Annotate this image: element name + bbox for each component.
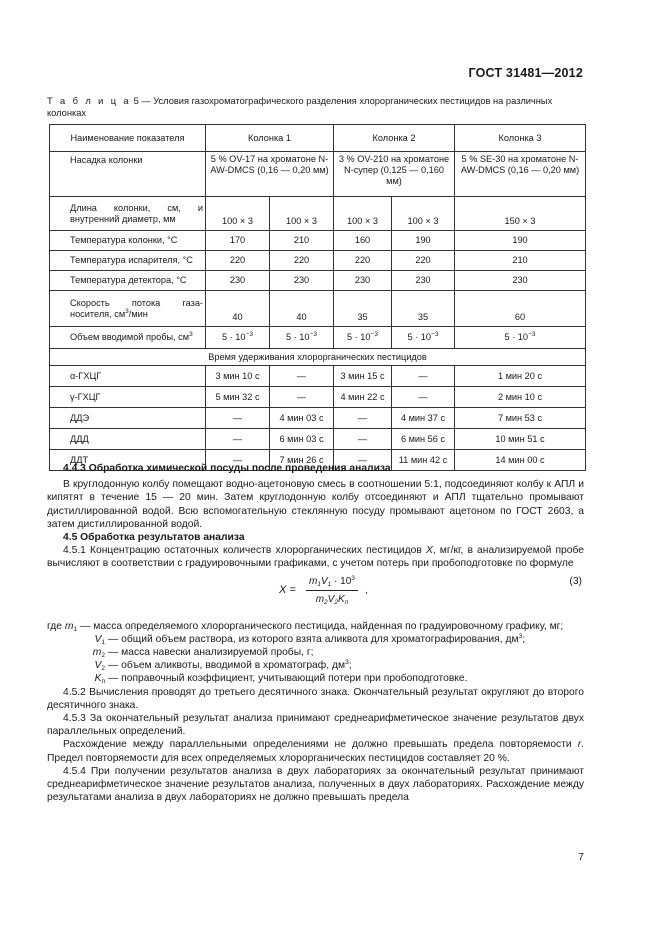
s451-var: X: [425, 545, 433, 557]
table-cell: 230: [392, 271, 455, 291]
volume-exp: −3: [370, 331, 378, 338]
volume-label: Объем вводимой пробы, см: [70, 332, 190, 342]
section-443-text: В круглодонную колбу помещают водно-ацетоновую смесь в соотношении 5:1, подсоединяют колбу к АПЛ и кипятят в течение 15 — 20 мин. Затем круглодонную колбу отсоединяют и АПЛ тщательно промывают дистиллированной водой. Всю вспомогательную стеклянную посуду промывают ацетоном по ГОСТ 2603, а затем дистиллированной водой.: [47, 479, 584, 530]
table-row: [50, 251, 586, 271]
table-row: [50, 197, 586, 231]
definition-row: [47, 646, 584, 659]
definition-symbol: [47, 659, 108, 672]
table-cell: 220: [206, 251, 270, 271]
table-cell: 100 × 3: [206, 197, 270, 231]
definition-text: — поправочный коэффициент, учитывающий потери при пробоподготовке.: [108, 673, 468, 685]
section-453-text: 4.5.3 За окончательный результат анализа принимают среднеарифметическое значение результатов двух параллельных определений.: [47, 713, 584, 738]
table-row: [50, 327, 586, 349]
table-cell: 14 мин 00 с: [455, 450, 586, 471]
row-label: ДДТ: [50, 450, 206, 471]
table-cell: 6 мин 03 с: [270, 429, 334, 450]
row-label: ДДЭ: [50, 408, 206, 429]
def-sub: 2: [101, 652, 105, 660]
table-cell: 160: [334, 231, 392, 251]
table-cell: —: [392, 387, 455, 408]
table-cell: 2 мин 10 с: [455, 387, 586, 408]
volume-base: 5 · 10: [407, 332, 432, 342]
formula-definitions: [47, 620, 584, 686]
formula-numerator: [306, 575, 358, 591]
definition-symbol: [47, 646, 108, 659]
table-cell: 6 мин 56 с: [392, 429, 455, 450]
definition-text: [108, 633, 584, 646]
def-sub: п: [101, 678, 105, 686]
definition-text: — масса навески анализируемой пробы, г;: [108, 647, 314, 659]
caption-text: 5 — Условия газохроматографического разделения хлорорганических пестицидов на различных колонках: [47, 96, 553, 118]
table-cell: —: [334, 429, 392, 450]
row-label: [50, 327, 206, 349]
table-cell: —: [206, 429, 270, 450]
table-cell: 190: [455, 231, 586, 251]
table-cell: [334, 327, 392, 349]
section-45-title: 4.5 Обработка результатов анализа: [63, 532, 245, 544]
volume-sup: 3: [189, 331, 193, 338]
def-sub: 1: [73, 625, 78, 633]
table-cell: 230: [455, 271, 586, 291]
section-443-title: 4.4.3 Обработка химической посуды после проведения анализа: [63, 463, 391, 474]
definition-text: [108, 659, 584, 672]
table-cell: 7 мин 53 с: [455, 408, 586, 429]
def-sup: 3: [345, 659, 349, 667]
def-sym: m: [92, 647, 102, 659]
def-tail: ;: [348, 660, 352, 672]
num-m: m: [309, 575, 318, 587]
table-cell: 100 × 3: [392, 197, 455, 231]
row-label: Насадка колонки: [50, 152, 206, 197]
volume-exp: −3: [528, 331, 536, 338]
def-text: — объем аликвоты, вводимой в хроматограф, дм: [108, 660, 346, 672]
table-cell: 60: [455, 291, 586, 327]
def-sup: 3: [518, 632, 523, 640]
definition-symbol: [47, 633, 108, 646]
gas-flow-sup: 3: [125, 307, 129, 315]
formula-fraction: [306, 575, 358, 606]
table-cell: 5 мин 32 с: [206, 387, 270, 408]
volume-exp: −3: [245, 331, 253, 338]
table-cell: 40: [206, 291, 270, 327]
den-k: K: [337, 593, 345, 605]
def-sym: m: [64, 620, 74, 632]
standard-id: ГОСТ 31481—2012: [468, 66, 583, 80]
table-header-row: [50, 125, 586, 152]
num-m-sub: 1: [317, 580, 321, 588]
row-label: ДДД: [50, 429, 206, 450]
repeat-var: r: [577, 739, 582, 751]
packing-col2: 3 % OV-210 на хроматоне N-супер (0,125 — 0,160 мм): [334, 152, 455, 197]
definition-row: [47, 620, 584, 633]
def-sym: V: [94, 633, 102, 645]
def-sub: 2: [101, 665, 105, 673]
volume-exp: −3: [431, 331, 439, 338]
den-m: m: [315, 593, 325, 605]
table-section-row: [50, 349, 586, 366]
definition-symbol: [47, 620, 80, 633]
equation-number: (3): [569, 575, 582, 587]
def-tail: ;: [522, 633, 526, 645]
row-label: Температура детектора, °С: [50, 271, 206, 291]
header-column-3: Колонка 3: [455, 125, 586, 152]
table-cell: 3 мин 15 с: [334, 366, 392, 387]
table-cell: —: [206, 408, 270, 429]
gc-conditions-table: [49, 124, 586, 471]
volume-base: 5 · 10: [222, 332, 246, 342]
row-label: α-ГХЦГ: [50, 366, 206, 387]
def-sub: 1: [101, 638, 105, 646]
section-452-text: 4.5.2 Вычисления проводят до третьего десятичного знака. Окончательный результат округляют до второго десятичного знака.: [47, 686, 584, 711]
volume-exp: −3: [309, 331, 317, 338]
repeatability-text: [47, 738, 584, 764]
packing-col1: 5 % OV-17 на хроматоне N-AW-DMCS (0,16 — 0,20 мм): [206, 152, 334, 197]
repeat-part-b: . Предел повторяемости для всех определяемых хлорорганических пестицидов составляет 20 %.: [47, 739, 584, 764]
table-cell: —: [392, 366, 455, 387]
gas-flow-label: Скорость потока газа-носителя, см: [70, 297, 203, 319]
table-cell: 11 мин 42 с: [392, 450, 455, 471]
volume-base: 5 · 10: [347, 332, 371, 342]
num-v-sub: 1: [327, 580, 332, 588]
repeat-part-a: Расхождение между параллельными определениями не должно превышать предела повторяемости: [63, 739, 578, 751]
formula-denominator: [306, 591, 358, 606]
volume-base: 5 · 10: [286, 332, 310, 342]
row-label: [50, 291, 206, 327]
table-cell: 1 мин 20 с: [455, 366, 586, 387]
volume-base: 5 · 10: [504, 332, 529, 342]
definition-row: [47, 659, 584, 672]
formula-comma: ,: [365, 584, 368, 596]
table-row: [50, 231, 586, 251]
def-sym: V: [94, 660, 102, 672]
table-cell: 100 × 3: [334, 197, 392, 231]
den-v: V: [327, 593, 335, 605]
row-label: Температура колонки, °С: [50, 231, 206, 251]
retention-heading: Время удерживания хлорорганических пестицидов: [50, 349, 586, 366]
table-cell: 230: [206, 271, 270, 291]
table-cell: 230: [270, 271, 334, 291]
definition-row: [47, 672, 584, 685]
section-451-text: [47, 544, 584, 570]
row-label: Длина колонки, см, и внутренний диаметр, мм: [50, 197, 206, 231]
table-cell: 4 мин 37 с: [392, 408, 455, 429]
table-row: [50, 152, 586, 197]
caption-prefix: Т а б л и ц а: [47, 96, 131, 106]
definition-row: [47, 633, 584, 646]
table-cell: —: [270, 366, 334, 387]
definition-text: — масса определяемого хлорорганического пестицида, найденная по градуировочному графику, мг;: [80, 620, 564, 632]
table-cell: —: [270, 387, 334, 408]
packing-col3: 5 % SE-30 на хроматоне N-AW-DMCS (0,16 — 0,20 мм): [455, 152, 586, 197]
section-454-text: 4.5.4 При получении результатов анализа в двух лабораториях за окончательный результат принимают среднеарифметическое значение результатов анализа, полученных в двух лабораториях. Расхождение между результатами анализа в двух лабораториях не должно превышать предела: [47, 765, 584, 804]
table-cell: —: [206, 450, 270, 471]
table-cell: [206, 327, 270, 349]
table-cell: 150 × 3: [455, 197, 586, 231]
table-cell: 220: [334, 251, 392, 271]
formula-lhs: X =: [279, 583, 296, 596]
table-cell: 220: [392, 251, 455, 271]
table-cell: 4 мин 03 с: [270, 408, 334, 429]
table-cell: [270, 327, 334, 349]
table-row: [50, 408, 586, 429]
num-10-sup: 3: [351, 574, 355, 582]
body-text: [47, 462, 584, 804]
header-parameter: Наименование показателя: [50, 125, 206, 152]
table-cell: 190: [392, 231, 455, 251]
page-number: 7: [578, 851, 584, 863]
table-cell: 220: [270, 251, 334, 271]
table-row: [50, 429, 586, 450]
s451-part-a: 4.5.1 Концентрацию остаточных количеств хлорорганических пестицидов: [63, 545, 426, 557]
formula-3: [47, 575, 584, 615]
header-column-2: Колонка 2: [334, 125, 455, 152]
den-v-sub: 2: [334, 598, 338, 606]
gas-flow-unit: /мин: [128, 308, 148, 319]
den-m-sub: 2: [324, 598, 328, 606]
s451-part-b: , мг/кг, в анализируемой пробе вычисляют в соответствии с градуировочными графиками, с учетом потерь при пробоподготовке по формуле: [47, 545, 584, 570]
def-sym: K: [94, 673, 102, 685]
row-label: Температура испарителя, °С: [50, 251, 206, 271]
header-column-1: Колонка 1: [206, 125, 334, 152]
row-label: γ-ГХЦГ: [50, 387, 206, 408]
def-prefix: где: [47, 620, 65, 632]
table-row: [50, 387, 586, 408]
table-cell: 35: [334, 291, 392, 327]
table-cell: [455, 327, 586, 349]
num-10: · 10: [331, 575, 352, 587]
table-cell: 3 мин 10 с: [206, 366, 270, 387]
table-cell: 230: [334, 271, 392, 291]
table-cell: 10 мин 51 с: [455, 429, 586, 450]
table-row: [50, 291, 586, 327]
table-cell: 4 мин 22 с: [334, 387, 392, 408]
table-cell: 210: [455, 251, 586, 271]
table-cell: 35: [392, 291, 455, 327]
table-cell: 170: [206, 231, 270, 251]
table-row: [50, 271, 586, 291]
definition-symbol: [47, 672, 108, 685]
table-cell: 7 мин 26 с: [270, 450, 334, 471]
table-cell: —: [334, 450, 392, 471]
table-cell: 40: [270, 291, 334, 327]
table-row: [50, 366, 586, 387]
def-text: — общий объем раствора, из которого взята аликвота для хроматографирования, дм: [108, 633, 519, 645]
den-k-sub: п: [344, 598, 349, 606]
table-cell: 210: [270, 231, 334, 251]
table-caption: [47, 96, 587, 119]
table-cell: [392, 327, 455, 349]
num-v: V: [320, 575, 328, 587]
table-cell: 100 × 3: [270, 197, 334, 231]
table-cell: —: [334, 408, 392, 429]
